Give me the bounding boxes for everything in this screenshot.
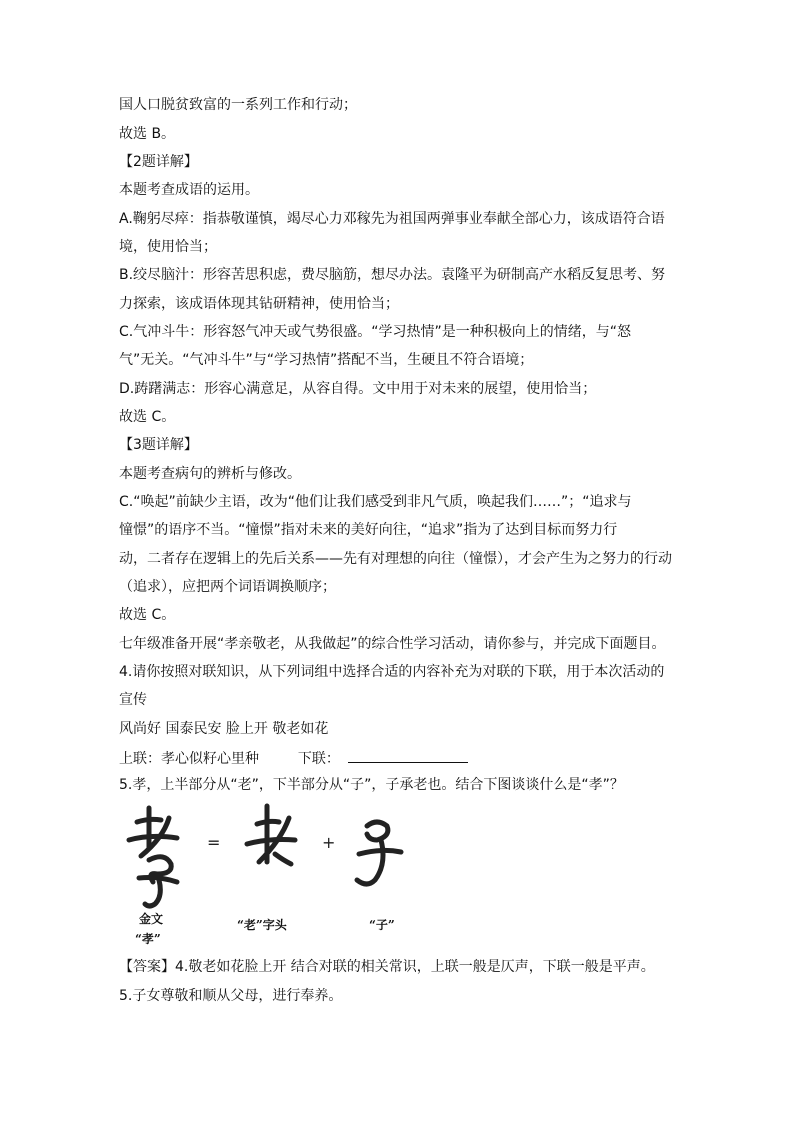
equals-sign: = [207, 833, 221, 852]
text-line: D.踌躇满志：形容心满意足，从容自得。文中用于对未来的展望，使用恰当； [119, 381, 597, 397]
text-line: C.气冲斗牛：形容怒气冲天或气势很盛。“学习热情”是一种积极向上的情绪，与“怒 [119, 324, 631, 340]
text-line: 宣传 [119, 692, 147, 708]
text-line: 本题考查成语的运用。 [119, 182, 259, 198]
word-options: 风尚好 国泰民安 脸上开 敬老如花 [119, 721, 329, 737]
answer-line: 【答案】4.敬老如花脸上开 结合对联的相关常识，上联一般是仄声，下联一般是平声。 [119, 959, 655, 975]
plus-sign: + [322, 833, 336, 852]
caption-lao-top: “老”字头 [237, 918, 287, 932]
text-line: 故选 C。 [119, 409, 176, 425]
bronze-xiao-glyph [129, 808, 177, 906]
xiao-character-figure [119, 800, 679, 970]
answer-line: 5.子女尊敬和顺从父母，进行奉养。 [119, 988, 343, 1004]
text-line: 本题考查病句的辨析与修改。 [119, 466, 301, 482]
text-line: C.“唤起”前缺少主语，改为“他们让我们感受到非凡气质，唤起我们……”；“追求与 [119, 494, 632, 510]
caption-bronze: 金文 [139, 912, 164, 926]
couplet-lower-label: 下联： [297, 751, 340, 767]
text-line: 境，使用恰当； [119, 239, 217, 255]
text-line: 力探索，该成语体现其钻研精神，使用恰当； [119, 296, 399, 312]
section-heading: 【3题详解】 [119, 437, 198, 453]
caption-xiao: “孝” [135, 932, 161, 946]
answer-blank [348, 748, 468, 763]
couplet-line [119, 748, 468, 768]
section-heading: 【2题详解】 [119, 154, 198, 170]
text-line: 憧憬”的语序不当。“憧憬”指对未来的美好向往，“追求”指为了达到目标而努力行 [119, 522, 618, 538]
text-line: 气”无关。“气冲斗牛”与“学习热情”搭配不当，生硬且不符合语境； [119, 352, 534, 368]
text-line: 故选 C。 [119, 607, 176, 623]
lao-top-glyph [247, 806, 295, 864]
text-line: 七年级准备开展“孝亲敬老，从我做起”的综合性学习活动，请你参与，并完成下面题目。 [119, 636, 666, 652]
glyph-illustration [119, 800, 679, 950]
text-line: 动，二者存在逻辑上的先后关系——先有对理想的向往（憧憬），才会产生为之努力的行动 [119, 551, 672, 567]
caption-zi: “子” [369, 918, 395, 932]
question-5: 5.孝，上半部分从“老”，下半部分从“子”，子承老也。结合下图谈谈什么是“孝”？ [119, 777, 624, 793]
text-line: B.绞尽脑汁：形容苦思积虑，费尽脑筋，想尽办法。袁隆平为研制高产水稻反复思考、努 [119, 267, 666, 283]
text-line: 国人口脱贫致富的一系列工作和行动； [119, 97, 357, 113]
text-line: （追求），应把两个词语调换顺序； [119, 579, 336, 595]
text-line: A.鞠躬尽瘁：指恭敬谨慎，竭尽心力邓稼先为祖国两弹事业奉献全部心力，该成语符合语 [119, 211, 665, 227]
zi-glyph [357, 822, 401, 884]
text-line: 故选 B。 [119, 126, 176, 142]
couplet-upper: 上联：孝心似籽心里种 [119, 751, 259, 767]
question-4: 4.请你按照对联知识，从下列词组中选择合适的内容补充为对联的下联，用于本次活动的 [119, 664, 665, 680]
